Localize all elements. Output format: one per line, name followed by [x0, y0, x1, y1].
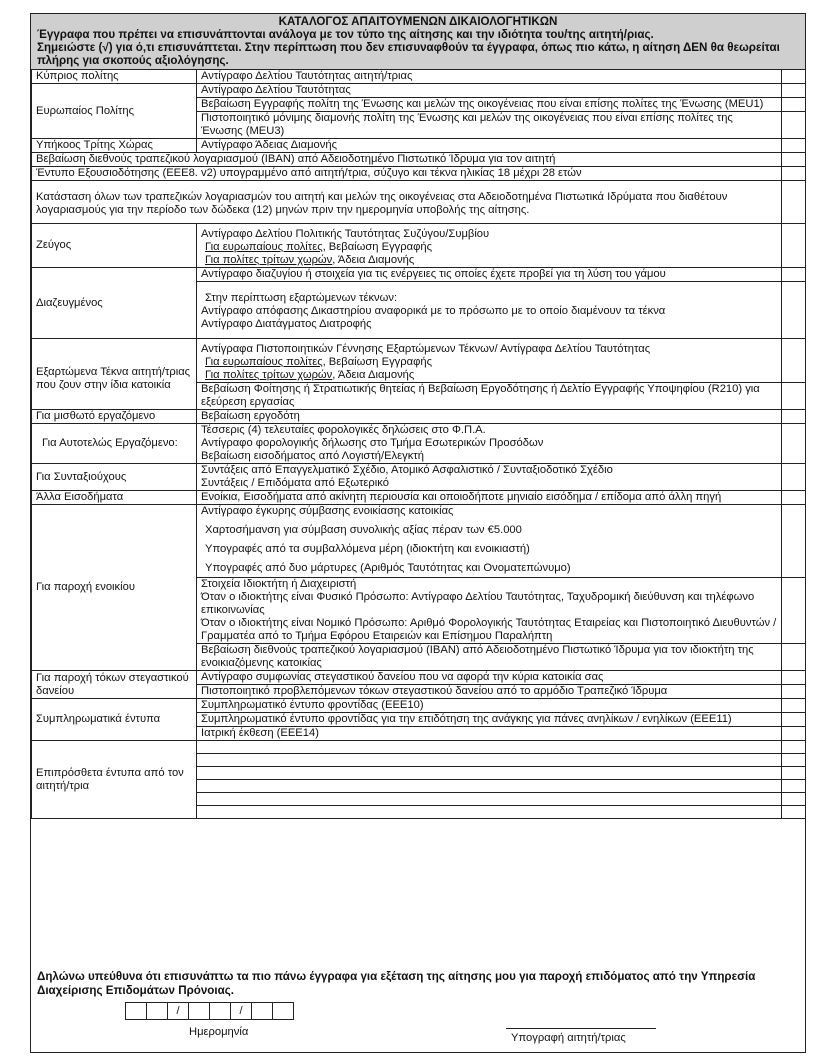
- row-spouse: [32, 224, 806, 268]
- row-label: Επιπρόσθετα έντυπα από τον αιτητή/τρια: [32, 741, 197, 819]
- row-cypriot: [32, 70, 806, 84]
- children-doc-3: Για πολίτες τρίτων χωρών, Άδεια Διαμονής: [205, 369, 415, 381]
- checkbox-cell[interactable]: [782, 671, 806, 685]
- row-divorced: [32, 268, 806, 282]
- row-other-income: [32, 491, 806, 505]
- row-doc: Συμπληρωματικό έντυπο φροντίδας για την επιδότηση της ανάγκης για πάνες ανηλίκων / ενηλίκων (ΕΕΕ11): [197, 713, 782, 727]
- row-doc: [197, 339, 782, 383]
- row-doc: Βεβαίωση εργοδότη: [197, 410, 782, 424]
- signature-label: Υπογραφή αιτητή/τριας: [511, 1032, 626, 1044]
- checkbox-cell[interactable]: [782, 754, 806, 767]
- checkbox-cell[interactable]: [782, 464, 806, 491]
- spouse-doc-3: Για πολίτες τρίτων χωρών, Άδεια Διαμονής: [205, 254, 415, 266]
- row-doc: Βεβαίωση διεθνούς τραπεζικού λογαριασμού (IBAN) από Αδειοδοτημένο Πιστωτικό Ίδρυμα για τον ιδιοκτήτη της ενοικιαζόμενης κατοικίας: [197, 644, 782, 671]
- blank-line[interactable]: [197, 741, 782, 754]
- date-box[interactable]: [209, 1002, 231, 1020]
- document-header: [31, 14, 805, 70]
- header-instructions-1: Έγγραφα που πρέπει να επισυνάπτονται ανάλογα με τον τύπο της αίτησης και την ιδιότητα του/της αιτητή/ριας.: [37, 28, 654, 41]
- self-employed-doc-3: Βεβαίωση εισοδήματος από Λογιστή/Ελεγκτή: [201, 450, 424, 462]
- checkbox-cell[interactable]: [782, 578, 806, 644]
- blank-line[interactable]: [197, 793, 782, 806]
- blank-line[interactable]: [197, 780, 782, 793]
- row-doc: Ιατρική έκθεση (ΕΕΕ14): [197, 727, 782, 741]
- checkbox-cell[interactable]: [782, 70, 806, 84]
- row-forms: [32, 699, 806, 713]
- row-label: Για μισθωτό εργαζόμενο: [32, 410, 197, 424]
- rent-doc-3: Υπογραφές από τα συμβαλλόμενα μέρη (ιδιοκτήτη και ενοικιαστή): [205, 543, 530, 555]
- header-instructions-2: Σημειώστε (√) για ό,τι επισυνάπτεται. Στην περίπτωση που δεν επισυναφθούν τα έγγραφα, όπως πιο κάτω, η αίτηση ΔΕΝ θα θεωρείται πλήρης για σκοπούς αξιολόγησης.: [37, 41, 780, 67]
- checkbox-cell[interactable]: [782, 84, 806, 98]
- spouse-doc-1: Αντίγραφο Δελτίου Πολιτικής Ταυτότητας Συζύγου/Συμβίου: [201, 228, 490, 240]
- checkbox-cell[interactable]: [782, 491, 806, 505]
- row-children: [32, 339, 806, 383]
- checkbox-cell[interactable]: [782, 713, 806, 727]
- row-european: [32, 84, 806, 98]
- rent-doc-1: Αντίγραφο έγκυρης σύμβασης ενοικίασης κατοικίας: [201, 505, 454, 517]
- row-doc: Ενοίκια, Εισοδήματα από ακίνητη περιουσία και οποιοδήποτε μηνιαίο εισόδημα / επίδομα από άλλη πηγή: [197, 491, 782, 505]
- row-doc: Βεβαίωση Φοίτησης ή Στρατιωτικής θητείας ή Βεβαίωση Εργοδότησης ή Δελτίο Εγγραφής Υποψηφίου (R210) για εξεύρεση εργασίας: [197, 383, 782, 410]
- checkbox-cell[interactable]: [782, 505, 806, 578]
- row-doc: Πιστοποιητικό μόνιμης διαμονής πολίτη της Ένωσης και μελών της οικογένειας που είναι επίσης πολίτες της Ένωσης (MEU3): [197, 112, 782, 139]
- date-box[interactable]: [125, 1002, 147, 1020]
- checkbox-cell[interactable]: [782, 383, 806, 410]
- checkbox-cell[interactable]: [782, 685, 806, 699]
- checkbox-cell[interactable]: [782, 282, 806, 339]
- declaration-text: Δηλώνω υπεύθυνα ότι επισυνάπτω τα πιο πάνω έγγραφα για εξέταση της αίτησης μου για παροχή επιδόματος από την Υπηρεσία Διαχείρισης Επιδομάτων Πρόνοιας.: [37, 970, 756, 997]
- row-label: Συμπληρωματικά έντυπα: [32, 699, 197, 741]
- document-sheet: [30, 13, 806, 1053]
- row-authorization: [32, 167, 806, 181]
- row-extra: [32, 741, 806, 754]
- row-doc: [197, 224, 782, 268]
- rent-doc-5a: Στοιχεία Ιδιοκτήτη ή Διαχειριστή: [201, 578, 357, 590]
- date-box[interactable]: [251, 1002, 273, 1020]
- checkbox-cell[interactable]: [782, 727, 806, 741]
- checkbox-cell[interactable]: [782, 167, 806, 181]
- row-accounts: [32, 181, 806, 224]
- row-doc: [197, 578, 782, 644]
- checkbox-cell[interactable]: [782, 644, 806, 671]
- checkbox-cell[interactable]: [782, 741, 806, 754]
- row-label: Ευρωπαίος Πολίτης: [32, 84, 197, 139]
- date-box[interactable]: [146, 1002, 168, 1020]
- row-doc: Αντίγραφο Άδειας Διαμονής: [197, 139, 782, 153]
- rent-doc-4: Υπογραφές από δυο μάρτυρες (Αριθμός Ταυτότητας και Ονοματεπώνυμο): [205, 562, 571, 574]
- row-iban: [32, 153, 806, 167]
- checkbox-cell[interactable]: [782, 699, 806, 713]
- row-employee: [32, 410, 806, 424]
- checkbox-cell[interactable]: [782, 780, 806, 793]
- row-doc: Συμπληρωματικό έντυπο φροντίδας (ΕΕΕ10): [197, 699, 782, 713]
- self-employed-doc-2: Αντίγραφο φορολογικής δήλωσης στο Τμήμα Εσωτερικών Προσόδων: [201, 437, 544, 449]
- row-doc: Έντυπο Εξουσιοδότησης (ΕΕΕ8. v2) υπογραμμένο από αιτητή/τρια, σύζυγο και τέκνα ηλικίας 18 μέχρι 28 ετών: [32, 167, 782, 181]
- checkbox-cell[interactable]: [782, 181, 806, 224]
- rent-doc-2: Χαρτοσήμανση για σύμβαση συνολικής αξίας πέραν των €5.000: [205, 524, 522, 536]
- checkbox-cell[interactable]: [782, 339, 806, 383]
- documents-table: [31, 70, 806, 819]
- divorced-doc-2: Στην περίπτωση εξαρτώμενων τέκνων:: [205, 292, 398, 304]
- row-label: Για Αυτοτελώς Εργαζόμενο:: [32, 424, 197, 464]
- date-separator: /: [167, 1002, 189, 1020]
- row-label: Για Συνταξιούχους: [32, 464, 197, 491]
- pensioner-doc-2: Συντάξεις / Επιδόματα από Εξωτερικό: [201, 477, 389, 489]
- pensioner-doc-1: Συντάξεις από Επαγγελματικό Σχέδιο, Ατομικό Ασφαλιστικό / Συνταξιοδοτικό Σχέδιο: [201, 464, 613, 476]
- row-label: Για παροχή ενοικίου: [32, 505, 197, 671]
- date-box[interactable]: [272, 1002, 294, 1020]
- checkbox-cell[interactable]: [782, 224, 806, 268]
- children-doc-1: Αντίγραφα Πιστοποιητικών Γέννησης Εξαρτώμενων Τέκνων/ Αντίγραφα Δελτίου Ταυτότητας: [201, 343, 651, 355]
- row-doc: Αντίγραφο διαζυγίου ή στοιχεία για τις ενέργειες τις οποίες έχετε προβεί για τη λύση του γάμου: [197, 268, 782, 282]
- row-third-country: [32, 139, 806, 153]
- rent-doc-5b: Όταν ο ιδιοκτήτης είναι Φυσικό Πρόσωπο: Αντίγραφο Δελτίου Ταυτότητας, Ταχυδρομική διεύθυνση και τηλέφωνο επικοινωνίας: [201, 591, 755, 616]
- blank-line[interactable]: [197, 806, 782, 819]
- row-doc: [197, 464, 782, 491]
- date-label: Ημερομηνία: [189, 1026, 249, 1038]
- date-box[interactable]: [188, 1002, 210, 1020]
- checkbox-cell[interactable]: [782, 793, 806, 806]
- checkbox-cell[interactable]: [782, 424, 806, 464]
- checkbox-cell[interactable]: [782, 806, 806, 819]
- date-boxes: [126, 1002, 294, 1020]
- checkbox-cell[interactable]: [782, 153, 806, 167]
- row-label: Υπήκοος Τρίτης Χώρας: [32, 139, 197, 153]
- divorced-doc-4: Αντίγραφο Διατάγματος Διατροφής: [201, 318, 372, 330]
- row-doc: Πιστοποιητικό προβλεπόμενων τόκων στεγαστικού δανείου από το αρμόδιο Τραπεζικό Ίδρυμα: [197, 685, 782, 699]
- signature-line[interactable]: [506, 1028, 656, 1029]
- rent-doc-5c: Όταν ο ιδιοκτήτης είναι Νομικό Πρόσωπο: Αριθμό Φορολογικής Ταυτότητας Εταιρείας και Πιστοποιητικό Διευθυντών / Γραμματέα από το Τμήμα Εφόρου Εταιρειών και Επίσημου Παραλήπτη: [201, 617, 777, 642]
- row-self-employed: [32, 424, 806, 464]
- row-loan: [32, 671, 806, 685]
- checkbox-cell[interactable]: [782, 139, 806, 153]
- row-rent: [32, 505, 806, 578]
- self-employed-doc-1: Τέσσερις (4) τελευταίες φορολογικές δηλώσεις στο Φ.Π.Α.: [201, 424, 486, 436]
- checkbox-cell[interactable]: [782, 410, 806, 424]
- row-label: Εξαρτώμενα Τέκνα αιτητή/τριας που ζουν στην ίδια κατοικία: [32, 339, 197, 410]
- row-label: Για παροχή τόκων στεγαστικού δανείου: [32, 671, 197, 699]
- row-label: Διαζευγμένος: [32, 268, 197, 339]
- checkbox-cell[interactable]: [782, 268, 806, 282]
- checkbox-cell[interactable]: [782, 112, 806, 139]
- row-doc: Αντίγραφο συμφωνίας στεγαστικού δανείου που να αφορά την κύρια κατοικία σας: [197, 671, 782, 685]
- row-label: Ζεύγος: [32, 224, 197, 268]
- row-label: Άλλα Εισοδήματα: [32, 491, 197, 505]
- divorced-doc-3: Αντίγραφο απόφασης Δικαστηρίου αναφορικά με το πρόσωπο με το οποίο διαμένουν τα τέκνα: [201, 305, 666, 317]
- row-pensioner: [32, 464, 806, 491]
- spouse-doc-2: Για ευρωπαίους πολίτες, Βεβαίωση Εγγραφής: [205, 241, 432, 253]
- children-doc-2: Για ευρωπαίους πολίτες, Βεβαίωση Εγγραφής: [205, 356, 432, 368]
- row-doc: [197, 505, 782, 578]
- row-doc: [197, 282, 782, 339]
- declaration-section: [31, 968, 805, 1044]
- blank-line[interactable]: [197, 754, 782, 767]
- document-title: ΚΑΤΑΛΟΓΟΣ ΑΠΑΙΤΟΥΜΕΝΩΝ ΔΙΚΑΙΟΛΟΓΗΤΙΚΩΝ: [278, 15, 558, 28]
- row-label: Κύπριος πολίτης: [32, 70, 197, 84]
- row-doc: [197, 424, 782, 464]
- checkbox-cell[interactable]: [782, 98, 806, 112]
- date-separator: /: [230, 1002, 252, 1020]
- blank-line[interactable]: [197, 767, 782, 780]
- row-doc: Βεβαίωση Εγγραφής πολίτη της Ένωσης και μελών της οικογένειας που είναι επίσης πολίτες της Ένωσης (MEU1): [197, 98, 782, 112]
- row-doc: Βεβαίωση διεθνούς τραπεζικού λογαριασμού (IBAN) από Αδειοδοτημένο Πιστωτικό Ίδρυμα για τον αιτητή: [32, 153, 782, 167]
- row-doc: Αντίγραφο Δελτίου Ταυτότητας αιτητή/τριας: [197, 70, 782, 84]
- checkbox-cell[interactable]: [782, 767, 806, 780]
- row-doc: Κατάσταση όλων των τραπεζικών λογαριασμών του αιτητή και μελών της οικογένειας στα Αδειοδοτημένα Πιστωτικά Ιδρύματα που διαθέτουν λογαριασμούς για την περίοδο των δώδεκα (12) μηνών πριν την ημερομηνία υποβολής της αίτησης.: [32, 181, 782, 224]
- row-doc: Αντίγραφο Δελτίου Ταυτότητας: [197, 84, 782, 98]
